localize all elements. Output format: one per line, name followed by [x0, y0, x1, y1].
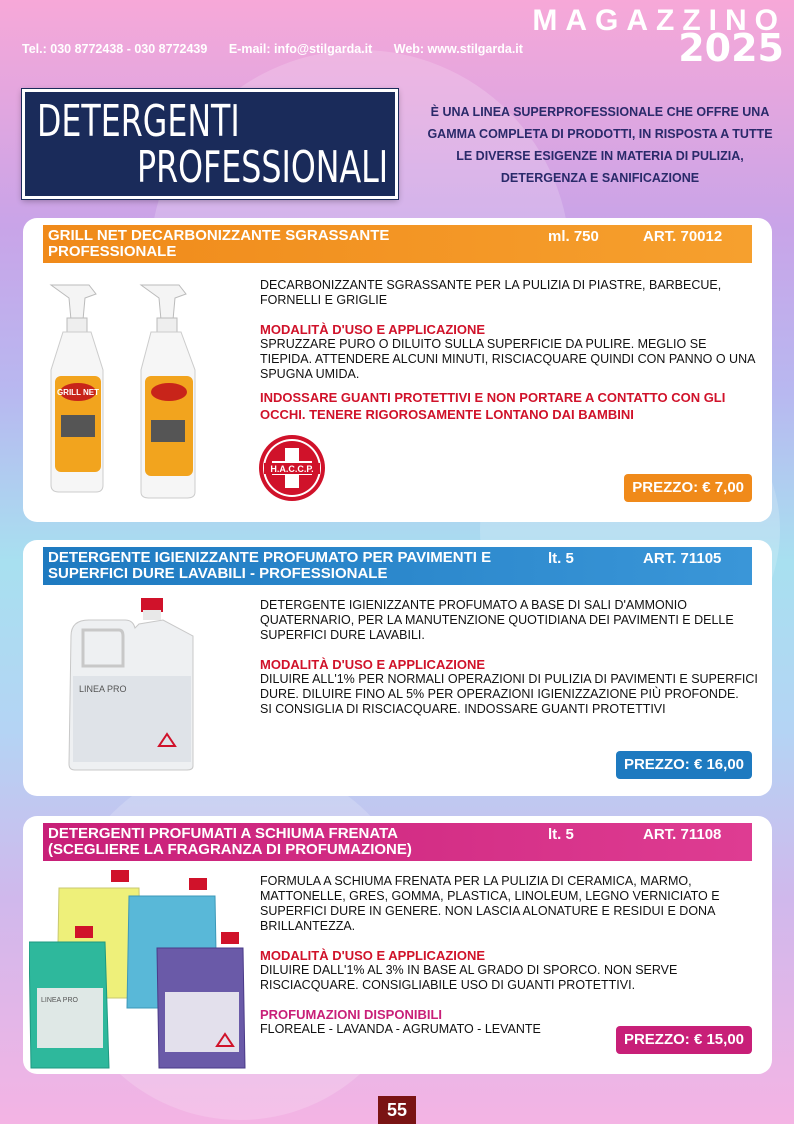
bottle-label: GRILL NET	[56, 388, 100, 397]
product-card-floor-detergent	[23, 540, 772, 796]
usage-text: DILUIRE ALL'1% PER NORMALI OPERAZIONI DI PULIZIA DI PAVIMENTI E SUPERFICI DURE. DILUIRE FINO AL 5% PER OPERAZIONI IGIENIZZAZIONE PIÙ PROFONDE.	[260, 672, 758, 701]
price-badge: PREZZO: € 16,00	[616, 751, 752, 779]
product-title: GRILL NET DECARBONIZZANTE SGRASSANTE PROFESSIONALE	[48, 227, 390, 260]
website[interactable]: Web: www.stilgarda.it	[393, 42, 523, 56]
product-quantity: lt. 5	[548, 826, 574, 843]
price-badge: PREZZO: € 15,00	[616, 1026, 752, 1054]
product-quantity: ml. 750	[548, 228, 599, 245]
product-description: DECARBONIZZANTE SGRASSANTE PER LA PULIZIA DI PIASTRE, BARBECUE, FORNELLI E GRIGLIE	[260, 278, 722, 307]
product-card-low-foam-detergents	[23, 816, 772, 1074]
usage-text: DILUIRE DALL'1% AL 3% IN BASE AL GRADO DI SPORCO. NON SERVE RISCIACQUARE. CONSIGLIABILE USO DI GUANTI PROTETTIVI.	[260, 963, 678, 992]
canister-image	[63, 596, 203, 772]
fragrance-heading: PROFUMAZIONI DISPONIBILI	[260, 1007, 442, 1022]
product-title: DETERGENTI PROFUMATI A SCHIUMA FRENATA (SCEGLIERE LA FRAGRANZA DI PROFUMAZIONE)	[48, 825, 412, 858]
intro-text: È UNA LINEA SUPERPROFESSIONALE CHE OFFRE UNA GAMMA COMPLETA DI PRODOTTI, IN RISPOSTA A TUTTE LE DIVERSE ESIGENZE IN MATERIA DI PULIZIA, DETERGENZA E SANIFICAZIONE	[427, 105, 773, 185]
section-title-box	[22, 89, 398, 199]
fragrance-list: FLOREALE - LAVANDA - AGRUMATO - LEVANTE	[260, 1022, 541, 1036]
usage-text: SPRUZZARE PURO O DILUITO SULLA SUPERFICIE DA PULIRE. MEGLIO SE TIEPIDA. ATTENDERE ALCUNI MINUTI, RISCIACQUARE QUINDI CON PANNO O UNA SPUGNA UMIDA.	[260, 337, 755, 381]
product-article: ART. 70012	[643, 228, 723, 245]
product-header	[43, 547, 752, 585]
haccp-text: H.A.C.C.P.	[270, 464, 314, 474]
product-description-block	[260, 278, 760, 423]
canisters-group-image	[29, 868, 251, 1072]
usage-heading: MODALITÀ D'USO E APPLICAZIONE	[260, 948, 486, 963]
phone-numbers: Tel.: 030 8772438 - 030 8772439	[22, 42, 208, 56]
haccp-badge-icon	[258, 434, 326, 502]
canister-brand: LINEA PRO	[41, 997, 78, 1004]
product-quantity: lt. 5	[548, 550, 574, 567]
magazine-year: 2025	[678, 26, 784, 70]
product-header	[43, 225, 752, 263]
usage-heading: MODALITÀ D'USO E APPLICAZIONE	[260, 322, 486, 337]
product-header	[43, 823, 752, 861]
magazine-title: MAGAZZINO	[532, 4, 786, 37]
spray-bottles-image	[41, 280, 231, 500]
email-address[interactable]: E-mail: info@stilgarda.it	[228, 42, 373, 56]
product-description: FORMULA A SCHIUMA FRENATA PER LA PULIZIA DI CERAMICA, MARMO, MATTONELLE, GRES, GOMMA, PLASTICA, LINOLEUM, LEGNO VERNICIATO E SUPERFICI DURE IN GENERE. NON LASCIA ALONATURE E RESIDUI E DONA BRILLANTEZZA.	[260, 874, 720, 933]
warning-text: INDOSSARE GUANTI PROTETTIVI E NON PORTARE A CONTATTO CON GLI OCCHI. TENERE RIGOROSAMENTE LONTANO DAI BAMBINI	[260, 390, 726, 422]
price-badge: PREZZO: € 7,00	[624, 474, 752, 502]
canister-brand: LINEA PRO	[79, 684, 127, 694]
product-description-block	[260, 598, 760, 717]
header-contacts	[22, 42, 541, 56]
product-article: ART. 71105	[643, 550, 722, 567]
usage-heading: MODALITÀ D'USO E APPLICAZIONE	[260, 657, 486, 672]
page-number: 55	[378, 1096, 416, 1124]
product-description: DETERGENTE IGIENIZZANTE PROFUMATO A BASE DI SALI D'AMMONIO QUATERNARIO, PER LA MANUTENZIONE QUOTIDIANA DEI PAVIMENTI E DELLE SUPERFICI DURE LAVABILI.	[260, 598, 734, 642]
product-title: DETERGENTE IGIENIZZANTE PROFUMATO PER PAVIMENTI E SUPERFICI DURE LAVABILI - PROFESSIONALE	[48, 549, 492, 582]
product-article: ART. 71108	[643, 826, 722, 843]
section-title-line1: DETERGENTI	[37, 96, 240, 147]
usage-text-2: SI CONSIGLIA DI RISCIACQUARE. INDOSSARE GUANTI PROTETTIVI	[260, 702, 666, 716]
product-card-grill-net	[23, 218, 772, 522]
section-title-line2: PROFESSIONALI	[137, 142, 389, 193]
product-description-block	[260, 874, 760, 1037]
